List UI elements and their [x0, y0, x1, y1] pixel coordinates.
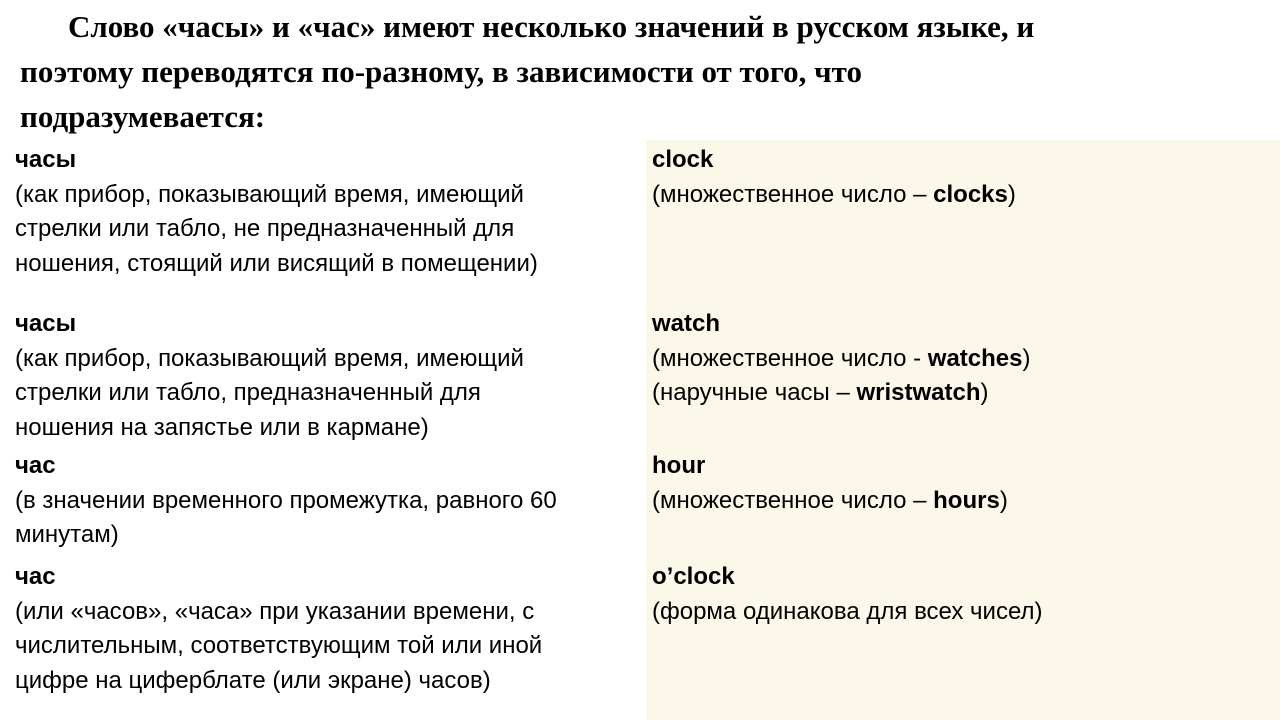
title-line-3: подразумевается:	[20, 99, 266, 134]
english-entry-2	[652, 307, 1272, 411]
russian-description-line: ношения, стоящий или висящий в помещении)	[15, 249, 538, 277]
english-note-line: (множественное число - watches)	[652, 344, 1031, 372]
russian-description-line: (как прибор, показывающий время, имеющий	[15, 180, 524, 208]
english-plural-form: watches	[927, 344, 1023, 372]
russian-description-line: (как прибор, показывающий время, имеющий	[15, 344, 524, 372]
english-note-line: (множественное число – hours)	[652, 486, 1008, 514]
russian-description-line: цифре на циферблате (или экране) часов)	[15, 666, 491, 694]
english-term: clock	[652, 146, 714, 173]
russian-description-line: (или «часов», «часа» при указании времени, с	[15, 597, 535, 625]
english-entry-4	[652, 560, 1272, 629]
english-entry-3	[652, 449, 1272, 518]
russian-description-line: (в значении временного промежутка, равного 60	[15, 486, 557, 514]
english-note-line: (наручные часы – wristwatch)	[652, 379, 989, 406]
russian-description-line: ношения на запястье или в кармане)	[15, 413, 429, 441]
english-column-background	[646, 140, 1280, 720]
russian-description-line: числительным, соответствующим той или иной	[15, 632, 543, 659]
english-entry-1	[652, 143, 1272, 212]
english-term: o’clock	[652, 563, 735, 590]
english-term: hour	[652, 452, 706, 479]
title-line-2: поэтому переводятся по-разному, в зависимости от того, что	[20, 54, 862, 89]
russian-description-line: стрелки или табло, не предназначенный для	[15, 215, 515, 242]
english-term: watch	[652, 310, 721, 337]
russian-term: часы	[15, 310, 77, 337]
russian-entry-1	[15, 143, 640, 281]
russian-term: час	[15, 563, 56, 590]
russian-entry-3	[15, 449, 640, 553]
russian-description-line: стрелки или табло, предназначенный для	[15, 379, 481, 406]
russian-entry-4	[15, 560, 640, 698]
english-plural-form: hours	[933, 486, 1000, 514]
title-line-1: Слово «часы» и «час» имеют несколько значений в русском языке, и	[68, 9, 1035, 44]
english-note-line: (форма одинакова для всех чисел)	[652, 597, 1043, 625]
russian-term: часы	[15, 146, 77, 173]
slide-title	[20, 4, 1260, 139]
english-variant-form: wristwatch	[856, 379, 981, 406]
english-plural-form: clocks	[933, 180, 1008, 208]
russian-entry-2	[15, 307, 640, 445]
russian-description-line: минутам)	[15, 521, 119, 548]
russian-term: час	[15, 452, 56, 479]
english-note-line: (множественное число – clocks)	[652, 180, 1016, 208]
